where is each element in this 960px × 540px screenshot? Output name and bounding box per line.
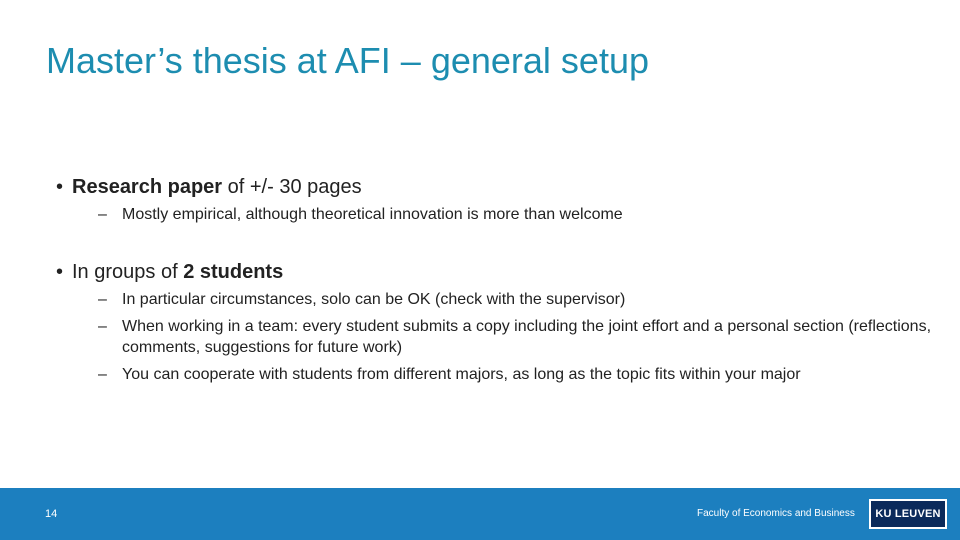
bullet-text: Research paper of +/- 30 pages [72,176,362,198]
dash-marker: – [98,291,107,308]
ku-leuven-logo: KU LEUVEN [869,499,947,529]
bullet-groups [56,257,936,391]
footer-bar [0,488,960,540]
bullet-research-paper [56,172,936,231]
sub-bullet-text: In particular circumstances, solo can be OK (check with the supervisor) [122,291,626,308]
page-number: 14 [45,508,58,520]
dash-marker: – [98,318,107,335]
bullet-bold-text: Research paper [72,176,223,198]
bullet-marker: • [56,261,64,283]
dash-marker: – [98,366,107,383]
sub-bullet [98,316,936,358]
faculty-name: Faculty of Economics and Business [697,508,855,519]
dash-marker: – [98,206,107,223]
bullet-text: In groups of 2 students [72,261,284,283]
sub-bullet-text: You can cooperate with students from different majors, as long as the topic fits within your major [122,366,801,383]
sub-bullet [98,364,936,385]
sub-bullet-list [98,289,936,385]
sub-bullet-text: Mostly empirical, although theoretical innovation is more than welcome [122,206,623,223]
slide-title: Master’s thesis at AFI – general setup [46,40,649,81]
bullet-bold-text: 2 students [183,261,284,283]
sub-bullet-text: When working in a team: every student submits a copy including the joint effort and a personal section (reflections, comments, suggestions for future work) [122,318,932,356]
bullet-marker: • [56,176,64,198]
slide-content [56,172,936,391]
sub-bullet [98,204,623,225]
sub-bullet-list [98,204,623,225]
sub-bullet [98,289,936,310]
